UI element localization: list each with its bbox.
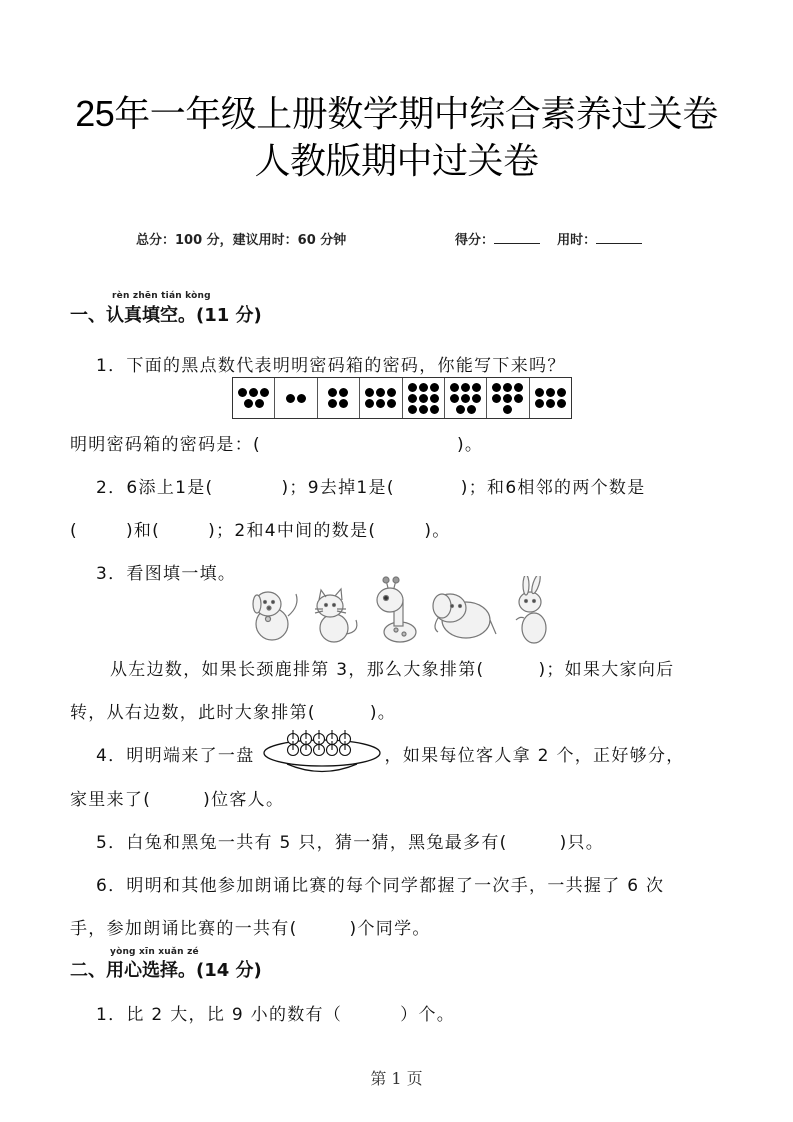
dot-icon bbox=[430, 394, 439, 403]
dot-icon bbox=[535, 399, 544, 408]
q5-text-b: )只。 bbox=[559, 833, 605, 853]
dot-icon bbox=[286, 394, 295, 403]
dot-icon bbox=[238, 388, 247, 397]
q3-text-c: 转，从右边数，此时大象排第( bbox=[70, 703, 316, 723]
animals-illustration bbox=[244, 576, 574, 648]
dot-icon bbox=[472, 383, 481, 392]
q3-prompt: 3．看图填一填。 bbox=[96, 564, 237, 584]
page-number: 第 1 页 bbox=[370, 1069, 423, 1088]
dot-icon bbox=[503, 405, 512, 414]
q4-text-a: 4．明明端来了一盘 bbox=[96, 746, 255, 766]
elephant-icon bbox=[433, 594, 496, 638]
dot-icon bbox=[249, 388, 258, 397]
q3-text-a: 从左边数，如果长颈鹿排第 3，那么大象排第( bbox=[110, 660, 485, 680]
q2-text-d: ( bbox=[70, 521, 78, 541]
dot-cell bbox=[530, 378, 571, 418]
dot-icon bbox=[297, 394, 306, 403]
q6-text-a: 手，参加朗诵比赛的一共有( bbox=[70, 919, 298, 939]
page-title-line1: 25年一年级上册数学期中综合素养过关卷 bbox=[75, 93, 718, 134]
section1-pinyin: rèn zhēn tián kòng bbox=[112, 291, 211, 301]
q1-answer-suffix: )。 bbox=[456, 435, 484, 455]
dot-icon bbox=[244, 399, 253, 408]
dot-icon bbox=[339, 399, 348, 408]
dot-icon bbox=[376, 399, 385, 408]
q4-line1 bbox=[96, 741, 685, 766]
q4-line2 bbox=[70, 785, 284, 810]
dot-icon bbox=[450, 394, 459, 403]
dot-icon bbox=[260, 388, 269, 397]
dot-icon bbox=[365, 388, 374, 397]
dot-icon bbox=[430, 383, 439, 392]
q4-text-c: 家里来了( bbox=[70, 790, 152, 810]
dot-icon bbox=[387, 399, 396, 408]
q1-answer-line bbox=[70, 430, 483, 455]
q4-text-b: ，如果每位客人拿 2 个，正好够分， bbox=[384, 746, 685, 766]
dot-code-box bbox=[232, 377, 572, 419]
q1-prompt: 1．下面的黑点数代表明明密码箱的密码，你能写下来吗？ bbox=[96, 356, 566, 376]
dot-icon bbox=[492, 394, 501, 403]
fruit-plate-icon bbox=[261, 729, 383, 773]
q3-text-b: )；如果大家向后 bbox=[538, 660, 675, 680]
dot-cell bbox=[318, 378, 360, 418]
q3-line1 bbox=[110, 655, 675, 680]
q5-text-a: 5．白兔和黑兔一共有 5 只，猜一猜，黑兔最多有( bbox=[96, 833, 508, 853]
dot-cell bbox=[360, 378, 402, 418]
dot-icon bbox=[546, 399, 555, 408]
dot-icon bbox=[255, 399, 264, 408]
rabbit-icon bbox=[516, 576, 546, 643]
dot-icon bbox=[472, 394, 481, 403]
q6-line2 bbox=[70, 914, 431, 939]
dog-icon bbox=[253, 592, 297, 640]
dot-icon bbox=[419, 394, 428, 403]
q2-text-e: )和( bbox=[125, 521, 161, 541]
dot-icon bbox=[461, 383, 470, 392]
section1-heading: 一、认真填空。(11 分) bbox=[70, 305, 262, 326]
score-label: 得分： bbox=[455, 233, 495, 248]
exam-info: 总分：100 分，建议用时：60 分钟 bbox=[136, 233, 347, 248]
score-field[interactable] bbox=[455, 229, 642, 248]
q2-text-a: 2．6添上1是( bbox=[96, 478, 214, 498]
dot-icon bbox=[376, 388, 385, 397]
s2-q1-text-b: ）个。 bbox=[400, 1005, 456, 1025]
q3-text-d: )。 bbox=[369, 703, 397, 723]
q2-line1 bbox=[96, 473, 646, 498]
dot-icon bbox=[514, 394, 523, 403]
dot-icon bbox=[546, 388, 555, 397]
dot-icon bbox=[492, 383, 501, 392]
dot-icon bbox=[450, 383, 459, 392]
score-blank[interactable] bbox=[494, 232, 540, 244]
dot-cell bbox=[403, 378, 445, 418]
time-label: 用时： bbox=[557, 233, 597, 248]
s2-q1-text-a: 1．比 2 大，比 9 小的数有（ bbox=[96, 1005, 343, 1025]
dot-icon bbox=[328, 388, 337, 397]
q2-text-f: )；2和4中间的数是( bbox=[208, 521, 377, 541]
q2-text-b: )；9去掉1是( bbox=[281, 478, 395, 498]
dot-icon bbox=[503, 383, 512, 392]
q2-text-g: )。 bbox=[424, 521, 451, 541]
dot-icon bbox=[456, 405, 465, 414]
dot-icon bbox=[467, 405, 476, 414]
dot-icon bbox=[387, 388, 396, 397]
dot-icon bbox=[514, 383, 523, 392]
cat-icon bbox=[315, 589, 357, 642]
dot-icon bbox=[430, 405, 439, 414]
q2-text-c: )；和6相邻的两个数是 bbox=[460, 478, 646, 498]
dot-icon bbox=[419, 405, 428, 414]
animals-image bbox=[244, 576, 574, 648]
q3-line2 bbox=[70, 698, 396, 723]
q4-text-d: )位客人。 bbox=[203, 790, 285, 810]
q1-answer-prefix: 明明密码箱的密码是：( bbox=[70, 435, 261, 455]
q5-line bbox=[96, 828, 604, 853]
dot-cell bbox=[445, 378, 487, 418]
dot-icon bbox=[408, 405, 417, 414]
dot-icon bbox=[557, 388, 566, 397]
section2-heading: 二、用心选择。(14 分) bbox=[70, 960, 262, 981]
q6-line1: 6．明明和其他参加朗诵比赛的每个同学都握了一次手，一共握了 6 次 bbox=[96, 876, 665, 896]
dot-icon bbox=[535, 388, 544, 397]
dot-icon bbox=[339, 388, 348, 397]
dot-icon bbox=[408, 383, 417, 392]
time-blank[interactable] bbox=[596, 232, 642, 244]
section2-pinyin: yòng xīn xuǎn zé bbox=[110, 947, 199, 957]
dot-cell bbox=[487, 378, 529, 418]
dot-cell bbox=[233, 378, 275, 418]
s2-q1-line bbox=[96, 1000, 455, 1025]
dot-icon bbox=[328, 399, 337, 408]
dot-icon bbox=[461, 394, 470, 403]
q6-text-b: )个同学。 bbox=[349, 919, 431, 939]
dot-cell bbox=[275, 378, 317, 418]
giraffe-icon bbox=[377, 577, 416, 642]
dot-icon bbox=[557, 399, 566, 408]
dot-icon bbox=[365, 399, 374, 408]
dot-icon bbox=[408, 394, 417, 403]
dot-icon bbox=[503, 394, 512, 403]
page-title-line2: 人教版期中过关卷 bbox=[254, 140, 539, 181]
dot-icon bbox=[419, 383, 428, 392]
fruit-plate-slot bbox=[255, 743, 385, 761]
q2-line2 bbox=[70, 516, 451, 541]
